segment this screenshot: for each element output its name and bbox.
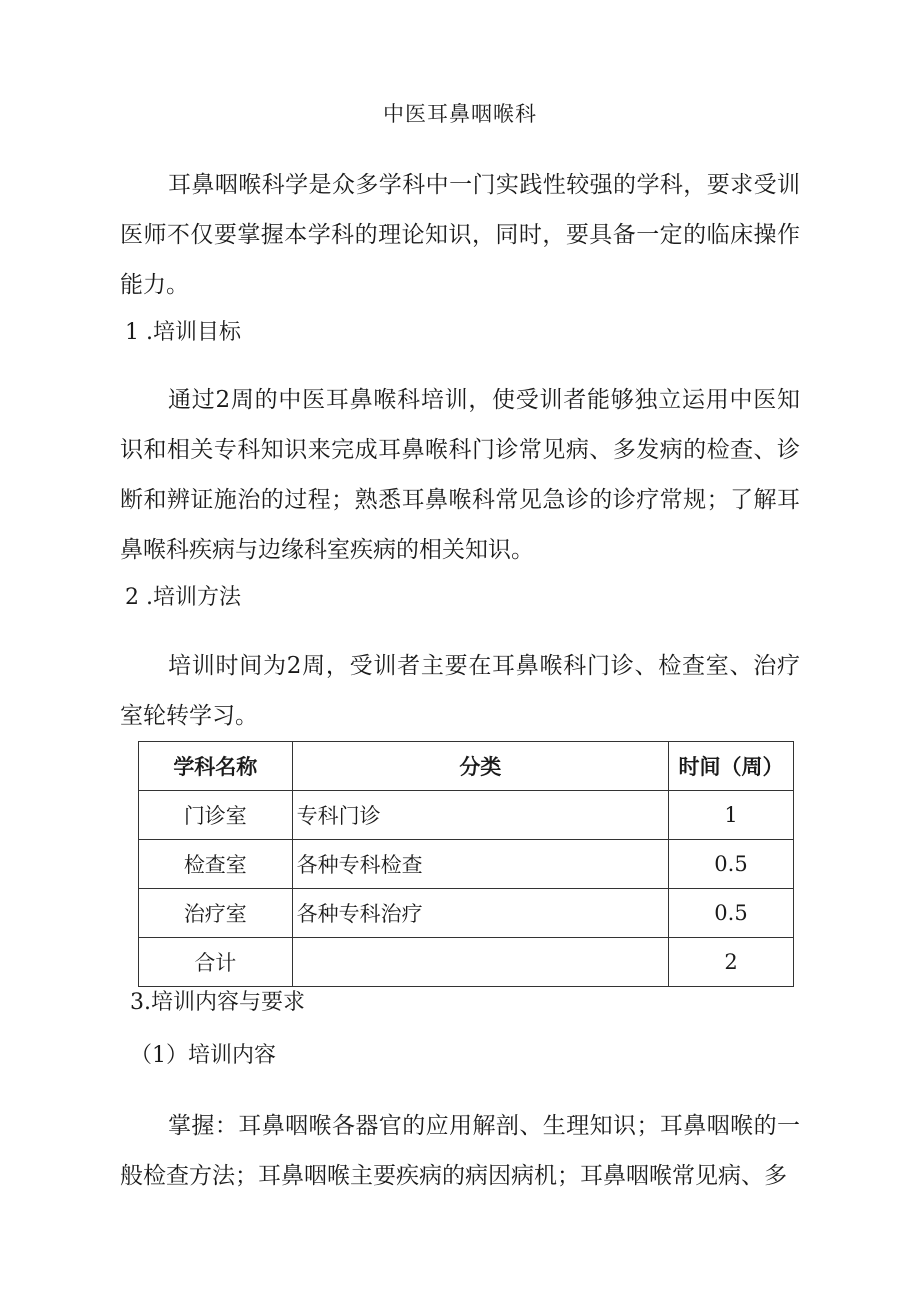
section-heading-goals: 1 .培训目标: [125, 320, 241, 345]
content-paragraph: 掌握：耳鼻咽喉各器官的应用解剖、生理知识；耳鼻咽喉的一般检查方法；耳鼻咽喉主要疾病的病因病机；耳鼻咽喉常见病、多: [120, 1113, 800, 1189]
subsection-heading-content: （1）培训内容: [130, 1043, 276, 1068]
training-schedule-table: [138, 741, 794, 987]
table-row: [139, 791, 794, 840]
table-header-cell: 分类: [292, 742, 668, 791]
table-row: [139, 938, 794, 987]
table-cell: [292, 938, 668, 987]
table-cell: 0.5: [669, 840, 794, 889]
table-cell: 治疗室: [139, 889, 293, 938]
table-row: [139, 889, 794, 938]
methods-paragraph: 培训时间为2周，受训者主要在耳鼻喉科门诊、检查室、治疗室轮转学习。: [120, 653, 800, 729]
table-header-cell: 学科名称: [139, 742, 293, 791]
table-cell: 检查室: [139, 840, 293, 889]
section-heading-methods: 2 .培训方法: [125, 585, 241, 610]
goals-paragraph: 通过2周的中医耳鼻喉科培训，使受训者能够独立运用中医知识和相关专科知识来完成耳鼻喉科门诊常见病、多发病的检查、诊断和辨证施治的过程；熟悉耳鼻喉科常见急诊的诊疗常规；了解耳鼻喉科疾病与边缘科室疾病的相关知识。: [120, 387, 800, 563]
table-cell: 门诊室: [139, 791, 293, 840]
table-cell: 专科门诊: [292, 791, 668, 840]
page-title: 中医耳鼻咽喉科: [383, 102, 537, 126]
section-heading-content: 3.培训内容与要求: [130, 990, 305, 1015]
table-row: [139, 840, 794, 889]
table-cell: 合计: [139, 938, 293, 987]
table-cell: 0.5: [669, 889, 794, 938]
table-cell: 各种专科检查: [292, 840, 668, 889]
table-cell: 2: [669, 938, 794, 987]
table-header-cell: 时间（周）: [669, 742, 794, 791]
table-cell: 1: [669, 791, 794, 840]
intro-paragraph: 耳鼻咽喉科学是众多学科中一门实践性较强的学科，要求受训医师不仅要掌握本学科的理论知识，同时，要具备一定的临床操作能力。: [120, 172, 800, 298]
table-header-row: [139, 742, 794, 791]
table-cell: 各种专科治疗: [292, 889, 668, 938]
